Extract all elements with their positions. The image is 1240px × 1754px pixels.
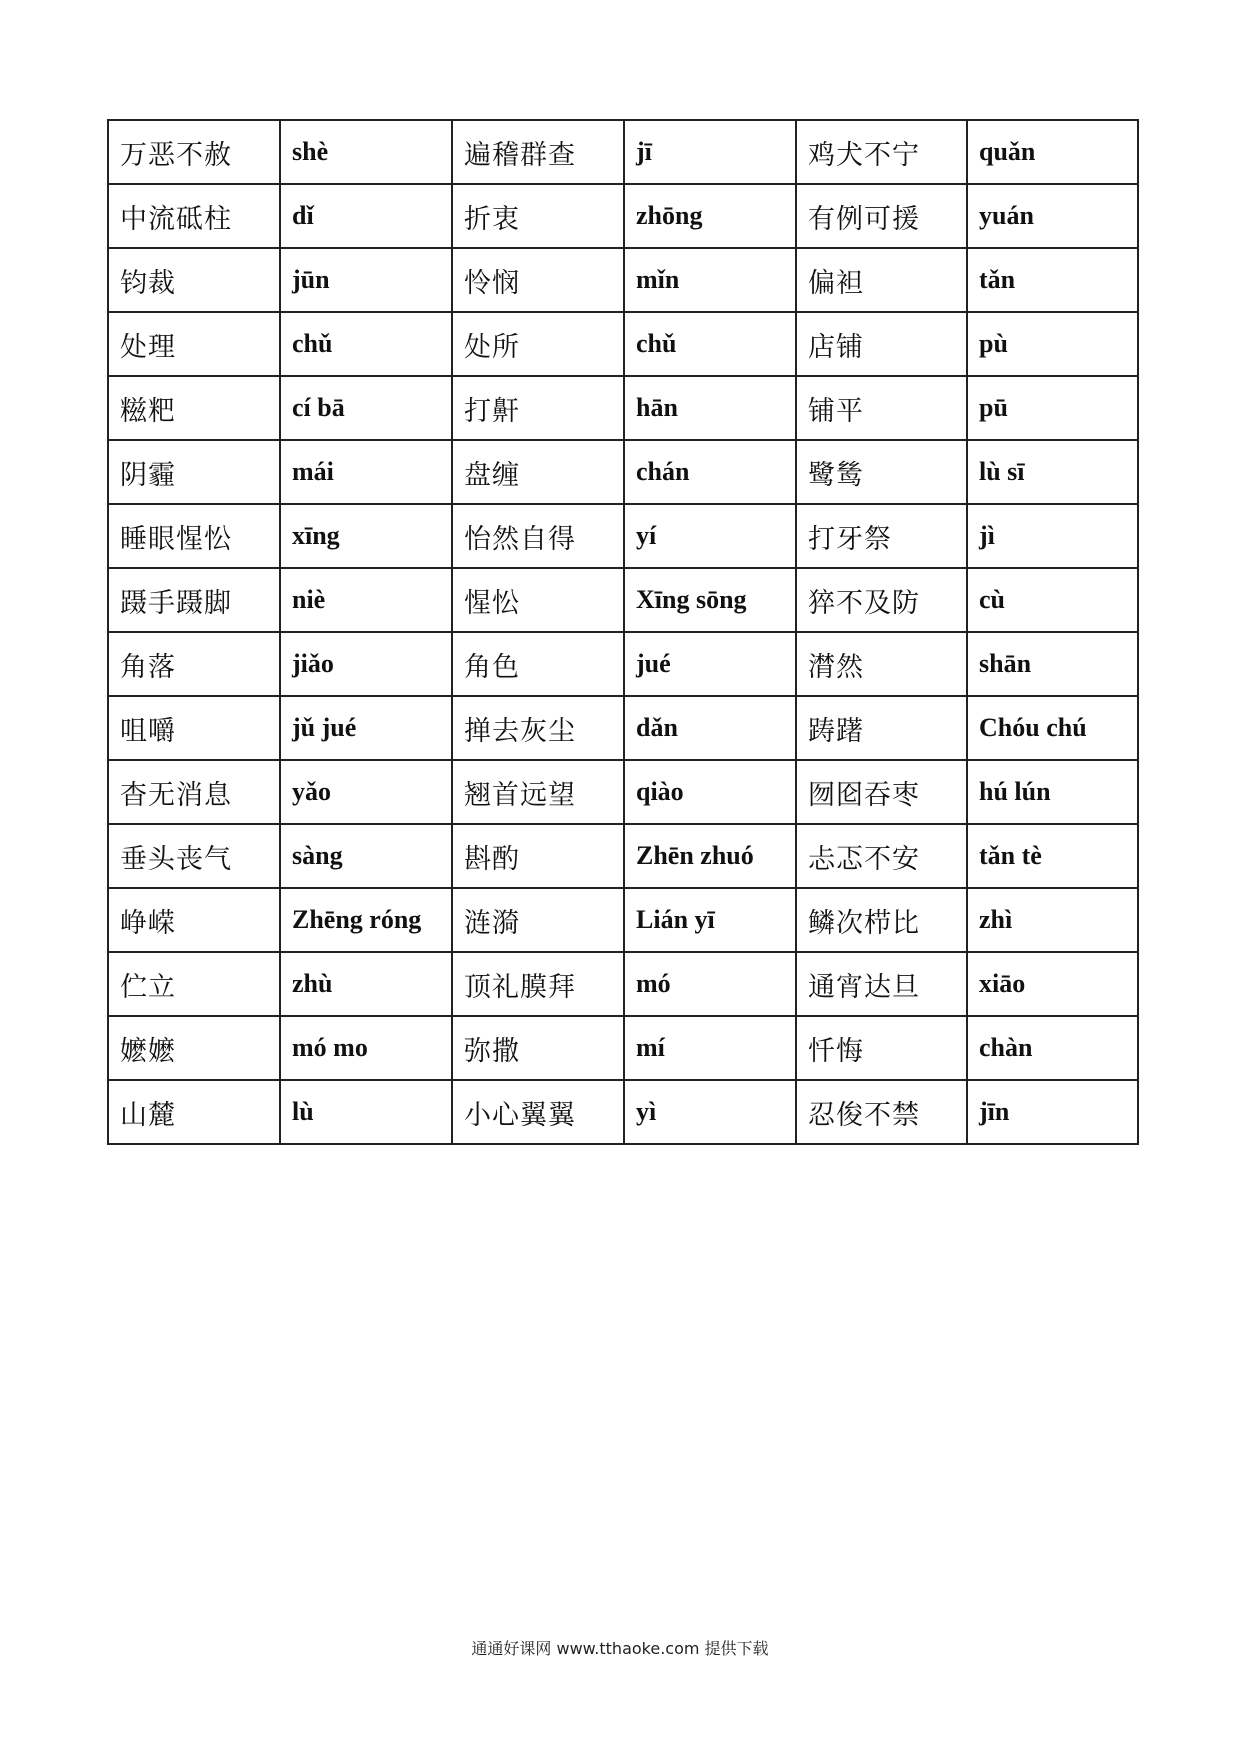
- pinyin-cell: jì: [967, 504, 1138, 568]
- pinyin-cell: yuán: [967, 184, 1138, 248]
- table-row: [108, 952, 1138, 1016]
- word-cell: 鸡犬不宁: [796, 120, 967, 184]
- page-footer: 通通好课网 www.tthaoke.com 提供下载: [471, 1639, 769, 1658]
- word-cell: 惺忪: [452, 568, 624, 632]
- pinyin-cell: chán: [624, 440, 796, 504]
- word-cell: 万恶不赦: [108, 120, 280, 184]
- word-cell: 忏悔: [796, 1016, 967, 1080]
- pinyin-cell: zhì: [967, 888, 1138, 952]
- word-cell: 伫立: [108, 952, 280, 1016]
- word-cell: 小心翼翼: [452, 1080, 624, 1144]
- pinyin-cell: niè: [280, 568, 452, 632]
- word-cell: 通宵达旦: [796, 952, 967, 1016]
- pinyin-cell: chǔ: [280, 312, 452, 376]
- table-row: [108, 248, 1138, 312]
- pinyin-cell: Zhēn zhuó: [624, 824, 796, 888]
- pinyin-cell: zhōng: [624, 184, 796, 248]
- word-cell: 忍俊不禁: [796, 1080, 967, 1144]
- word-cell: 蹑手蹑脚: [108, 568, 280, 632]
- word-cell: 翘首远望: [452, 760, 624, 824]
- vocabulary-table-body: [108, 120, 1138, 1144]
- word-cell: 角色: [452, 632, 624, 696]
- word-cell: 店铺: [796, 312, 967, 376]
- word-cell: 囫囵吞枣: [796, 760, 967, 824]
- word-cell: 处理: [108, 312, 280, 376]
- pinyin-cell: jūn: [280, 248, 452, 312]
- pinyin-cell: mǐn: [624, 248, 796, 312]
- pinyin-cell: xīng: [280, 504, 452, 568]
- pinyin-cell: shān: [967, 632, 1138, 696]
- word-cell: 掸去灰尘: [452, 696, 624, 760]
- pinyin-cell: yí: [624, 504, 796, 568]
- pinyin-cell: hān: [624, 376, 796, 440]
- pinyin-cell: qiào: [624, 760, 796, 824]
- word-cell: 怡然自得: [452, 504, 624, 568]
- table-row: [108, 632, 1138, 696]
- word-cell: 杳无消息: [108, 760, 280, 824]
- word-cell: 鹭鸶: [796, 440, 967, 504]
- word-cell: 咀嚼: [108, 696, 280, 760]
- table-row: [108, 888, 1138, 952]
- pinyin-cell: jǔ jué: [280, 696, 452, 760]
- table-row: [108, 568, 1138, 632]
- word-cell: 糍粑: [108, 376, 280, 440]
- pinyin-cell: tǎn tè: [967, 824, 1138, 888]
- word-cell: 折衷: [452, 184, 624, 248]
- pinyin-cell: shè: [280, 120, 452, 184]
- word-cell: 铺平: [796, 376, 967, 440]
- word-cell: 垂头丧气: [108, 824, 280, 888]
- table-row: [108, 1016, 1138, 1080]
- word-cell: 角落: [108, 632, 280, 696]
- word-cell: 怜悯: [452, 248, 624, 312]
- pinyin-cell: lù sī: [967, 440, 1138, 504]
- pinyin-cell: pū: [967, 376, 1138, 440]
- pinyin-cell: yì: [624, 1080, 796, 1144]
- pinyin-cell: jī: [624, 120, 796, 184]
- pinyin-cell: jiǎo: [280, 632, 452, 696]
- pinyin-cell: mí: [624, 1016, 796, 1080]
- word-cell: 遍稽群查: [452, 120, 624, 184]
- word-cell: 打牙祭: [796, 504, 967, 568]
- word-cell: 睡眼惺忪: [108, 504, 280, 568]
- pinyin-cell: quǎn: [967, 120, 1138, 184]
- word-cell: 中流砥柱: [108, 184, 280, 248]
- pinyin-cell: Chóu chú: [967, 696, 1138, 760]
- pinyin-cell: lù: [280, 1080, 452, 1144]
- table-row: [108, 184, 1138, 248]
- table-row: [108, 824, 1138, 888]
- word-cell: 嬷嬷: [108, 1016, 280, 1080]
- pinyin-cell: mó mo: [280, 1016, 452, 1080]
- pinyin-cell: cí bā: [280, 376, 452, 440]
- table-row: [108, 376, 1138, 440]
- word-cell: 偏袒: [796, 248, 967, 312]
- word-cell: 处所: [452, 312, 624, 376]
- word-cell: 鳞次栉比: [796, 888, 967, 952]
- pinyin-cell: yǎo: [280, 760, 452, 824]
- word-cell: 山麓: [108, 1080, 280, 1144]
- word-cell: 涟漪: [452, 888, 624, 952]
- word-cell: 踌躇: [796, 696, 967, 760]
- word-cell: 有例可援: [796, 184, 967, 248]
- pinyin-cell: dǎn: [624, 696, 796, 760]
- vocabulary-table: [107, 119, 1139, 1145]
- pinyin-cell: hú lún: [967, 760, 1138, 824]
- table-row: [108, 504, 1138, 568]
- word-cell: 忐忑不安: [796, 824, 967, 888]
- pinyin-cell: chǔ: [624, 312, 796, 376]
- table-row: [108, 440, 1138, 504]
- table-row: [108, 696, 1138, 760]
- pinyin-cell: xiāo: [967, 952, 1138, 1016]
- table-row: [108, 1080, 1138, 1144]
- word-cell: 斟酌: [452, 824, 624, 888]
- pinyin-cell: mái: [280, 440, 452, 504]
- word-cell: 潸然: [796, 632, 967, 696]
- pinyin-cell: chàn: [967, 1016, 1138, 1080]
- pinyin-cell: zhù: [280, 952, 452, 1016]
- word-cell: 钧裁: [108, 248, 280, 312]
- word-cell: 顶礼膜拜: [452, 952, 624, 1016]
- pinyin-cell: tǎn: [967, 248, 1138, 312]
- table-row: [108, 120, 1138, 184]
- pinyin-cell: jué: [624, 632, 796, 696]
- word-cell: 峥嵘: [108, 888, 280, 952]
- word-cell: 盘缠: [452, 440, 624, 504]
- pinyin-cell: mó: [624, 952, 796, 1016]
- pinyin-cell: dǐ: [280, 184, 452, 248]
- word-cell: 弥撒: [452, 1016, 624, 1080]
- table-row: [108, 312, 1138, 376]
- pinyin-cell: Lián yī: [624, 888, 796, 952]
- word-cell: 阴霾: [108, 440, 280, 504]
- pinyin-cell: pù: [967, 312, 1138, 376]
- pinyin-cell: cù: [967, 568, 1138, 632]
- table-row: [108, 760, 1138, 824]
- word-cell: 打鼾: [452, 376, 624, 440]
- pinyin-cell: Zhēng róng: [280, 888, 452, 952]
- pinyin-cell: Xīng sōng: [624, 568, 796, 632]
- pinyin-cell: sàng: [280, 824, 452, 888]
- word-cell: 猝不及防: [796, 568, 967, 632]
- pinyin-cell: jīn: [967, 1080, 1138, 1144]
